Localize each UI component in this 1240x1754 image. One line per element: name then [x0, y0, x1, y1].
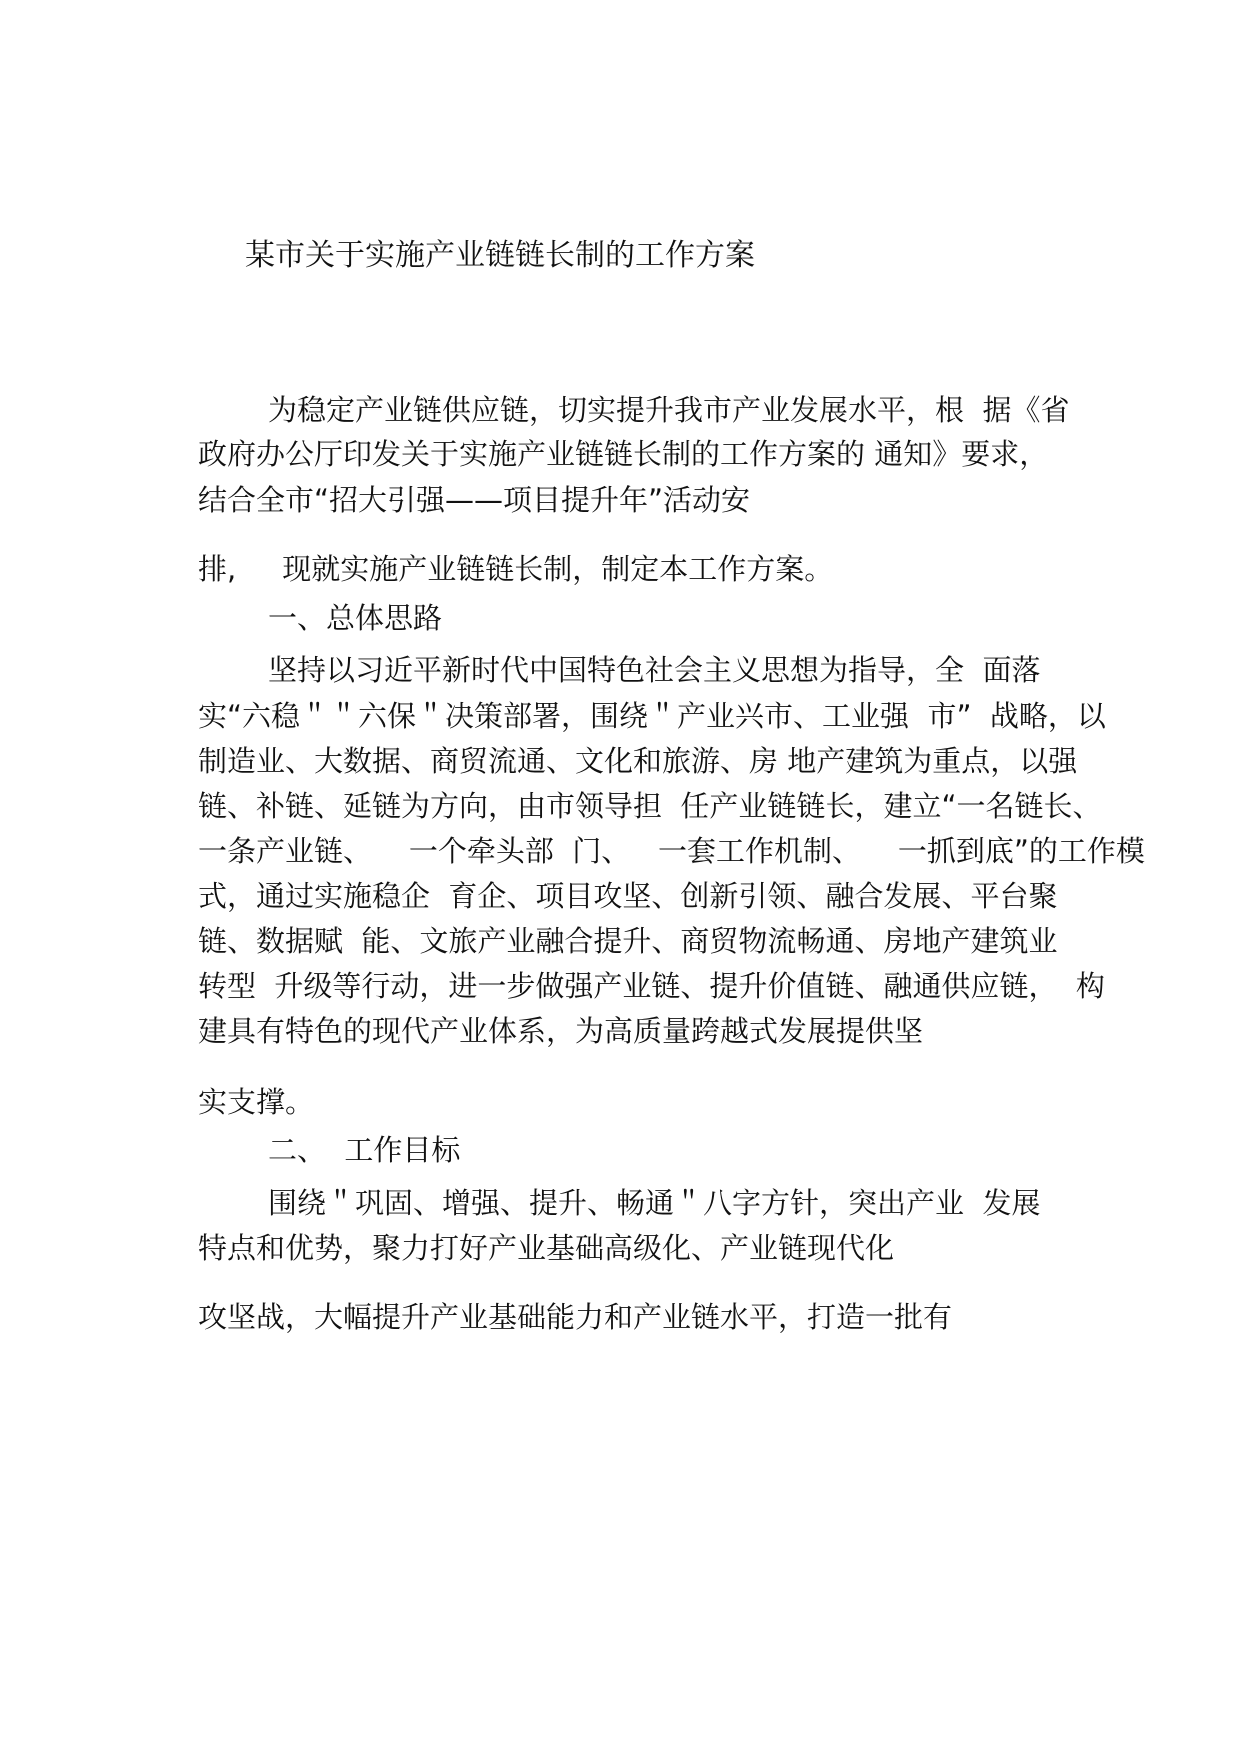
section2-line-2: 特点和优势，聚力打好产业基础高级化、产业链现代化 — [198, 1231, 895, 1265]
intro-line-1: 为稳定产业链供应链，切实提升我市产业发展水平，根 据《省 — [268, 393, 1070, 427]
section1-line-2: 实“六稳＂＂六保＂决策部署，围绕＂产业兴市、工业强 市” 战略，以 — [198, 699, 1106, 733]
section2-line-1: 围绕＂巩固、增强、提升、畅通＂八字方针，突出产业 发展 — [268, 1186, 1041, 1220]
section1-line-7: 链、数据赋 能、文旅产业融合提升、商贸物流畅通、房地产建筑业 — [198, 924, 1058, 958]
document-title: 某市关于实施产业链链长制的工作方案 — [245, 238, 755, 273]
intro-line-4: 排, 现就实施产业链链长制，制定本工作方案。 — [198, 552, 834, 586]
section1-line-8: 转型 升级等行动，进一步做强产业链、提升价值链、融通供应链， 构 — [198, 969, 1105, 1003]
section1-line-6: 式，通过实施稳企 育企、项目攻坚、创新引领、融合发展、平台聚 — [198, 879, 1058, 913]
section1-line-9: 建具有特色的现代产业体系，为高质量跨越式发展提供坚 — [198, 1014, 924, 1048]
section-heading-2: 二、 工作目标 — [268, 1133, 461, 1167]
section1-line-4: 链、补链、延链为方向，由市领导担 任产业链链长，建立“一名链长、 — [198, 789, 1102, 823]
intro-line-3: 结合全市“招大引强——项目提升年”活动安 — [198, 483, 751, 517]
section1-line-3: 制造业、大数据、商贸流通、文化和旅游、房 地产建筑为重点，以强 — [198, 744, 1078, 778]
section1-line-1: 坚持以习近平新时代中国特色社会主义思想为指导，全 面落 — [268, 653, 1041, 687]
section1-line-10: 实支撑。 — [198, 1085, 315, 1119]
intro-line-2: 政府办公厅印发关于实施产业链链长制的工作方案的 通知》要求， — [198, 437, 1049, 471]
section1-line-5: 一条产业链、 一个牵头部 门、 一套工作机制、 一抓到底”的工作模 — [198, 834, 1145, 868]
section2-line-3: 攻坚战，大幅提升产业基础能力和产业链水平，打造一批有 — [198, 1300, 953, 1334]
section-heading-1: 一、总体思路 — [268, 601, 443, 635]
